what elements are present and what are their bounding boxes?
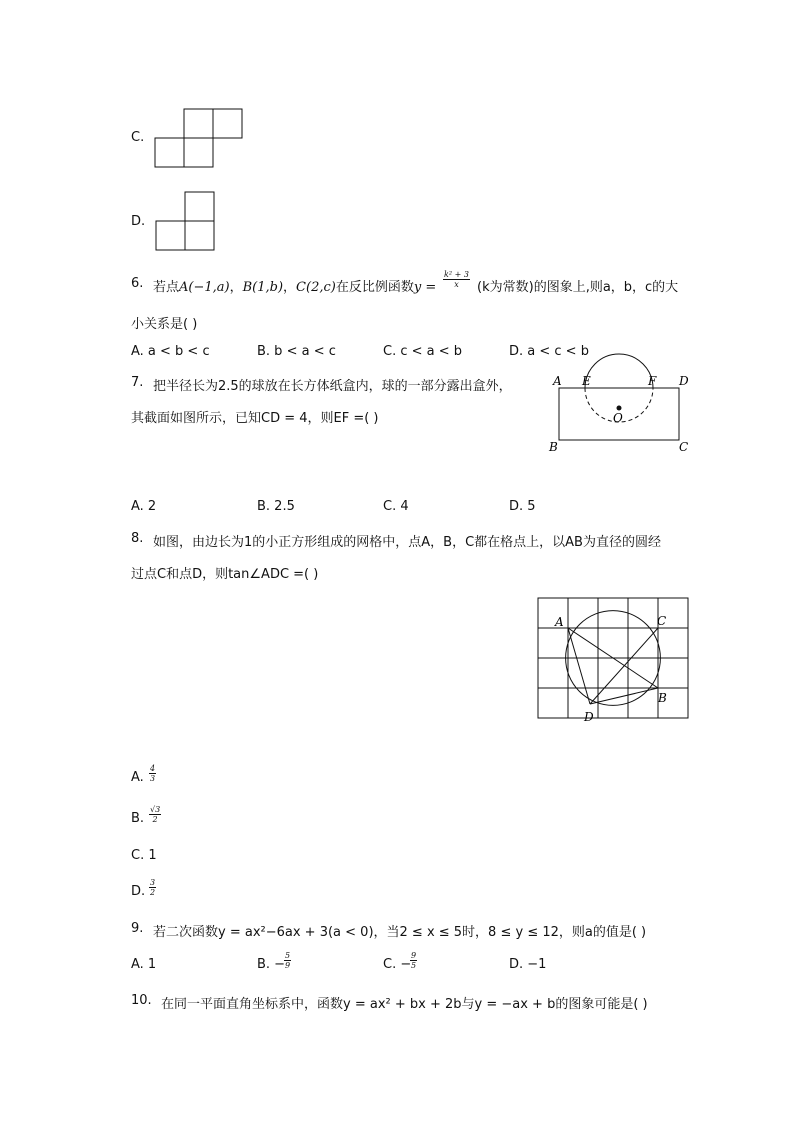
q5-option-c-label: C.	[131, 130, 145, 145]
q6-line1	[153, 276, 436, 295]
q6-text-a: 若点	[153, 280, 180, 295]
q7-option-a: A. 2	[131, 499, 157, 514]
q6-fn-lhs: y =	[413, 280, 437, 295]
q10-number: 10.	[131, 993, 152, 1008]
q6-text-c: 的图象上,则a，b，c的大	[533, 280, 679, 295]
q8-option-d-den: 2	[150, 888, 156, 897]
q6-sep1: ，	[229, 280, 243, 295]
q8-option-b-num: √3	[150, 805, 161, 814]
q7-option-b: B. 2.5	[257, 499, 295, 514]
q9-option-c-num: 9	[411, 951, 417, 960]
q9-option-b-label: B. −	[257, 957, 286, 972]
q6-option-d: D. a < c < b	[509, 344, 589, 359]
q6-option-b: B. b < a < c	[257, 344, 336, 359]
q8-label-b: B	[658, 691, 667, 705]
q8-line2: 过点C和点D，则tan∠ADC =( )	[131, 567, 319, 582]
q8-option-d-fraction	[149, 878, 156, 898]
q6-sep2: ，	[283, 280, 297, 295]
q9-option-b-den: 9	[285, 961, 291, 970]
q7-line2: 其截面如图所示，已知CD = 4，则EF =( )	[131, 411, 379, 426]
q6-fraction	[443, 270, 470, 290]
q5-option-d-figure	[156, 192, 216, 252]
q9-number: 9.	[131, 921, 144, 936]
q8-option-b-den: 2	[152, 815, 158, 824]
q8-label-a: A	[555, 615, 564, 629]
q6-option-a: A. a < b < c	[131, 344, 210, 359]
q9-option-c-fraction	[410, 951, 417, 971]
q8-label-d: D	[584, 710, 594, 724]
q8-option-d-label: D.	[131, 884, 146, 899]
q6-line1-tail	[477, 276, 678, 295]
q8-label-c: C	[657, 614, 667, 628]
q9-line1: 若二次函数y = ax²−6ax + 3(a < 0)，当2 ≤ x ≤ 5时，8 ≤ y ≤ 12，则a的值是( )	[153, 925, 647, 940]
q8-option-a-den: 3	[150, 774, 156, 783]
q6-point-b: B(1,b)	[242, 280, 284, 295]
q8-figure	[530, 592, 695, 727]
q6-fraction-numerator: k² + 3	[444, 270, 469, 279]
q7-option-d: D. 5	[509, 499, 536, 514]
q7-option-c: C. 4	[383, 499, 409, 514]
q7-arc-top	[585, 354, 653, 388]
q8-option-c: C. 1	[131, 848, 157, 863]
q6-line2: 小关系是( )	[131, 317, 198, 332]
q10-line1: 在同一平面直角坐标系中，函数y = ax² + bx + 2b与y = −ax + b的图象可能是( )	[161, 997, 648, 1012]
q7-center-dot	[617, 406, 622, 411]
q8-lines	[568, 628, 658, 704]
q9-option-c-label: C. −	[383, 957, 412, 972]
q6-number: 6.	[131, 276, 144, 291]
q7-figure	[545, 372, 695, 457]
q8-number: 8.	[131, 531, 144, 546]
q8-option-b-fraction	[149, 805, 161, 825]
q9-option-d: D. −1	[509, 957, 547, 972]
q7-label-d: D	[679, 374, 689, 388]
q9-option-c-den: 5	[411, 961, 417, 970]
q7-label-o: O	[613, 411, 623, 425]
q7-label-a: A	[553, 374, 562, 388]
q7-number: 7.	[131, 375, 144, 390]
q7-line1: 把半径长为2.5的球放在长方体纸盒内，球的一部分露出盒外，	[153, 379, 512, 394]
q9-option-b-fraction	[284, 951, 291, 971]
q8-option-a-fraction	[149, 764, 156, 784]
q8-option-a-label: A.	[131, 770, 144, 785]
q8-option-a-num: 4	[150, 764, 156, 773]
q6-point-a: A(−1,a)	[179, 280, 230, 295]
q5-option-c-figure	[155, 109, 245, 169]
q8-option-d-num: 3	[150, 878, 156, 887]
q6-text-b: 在反比例函数	[335, 280, 414, 295]
q8-option-b-label: B.	[131, 811, 145, 826]
q7-label-c: C	[679, 440, 689, 454]
q7-label-e: E	[582, 374, 591, 388]
q5-option-d-label: D.	[131, 214, 146, 229]
q8-line1: 如图，由边长为1的小正方形组成的网格中，点A，B，C都在格点上，以AB为直径的圆经	[153, 535, 661, 550]
q7-label-b: B	[549, 440, 558, 454]
q6-option-c: C. c < a < b	[383, 344, 463, 359]
q7-label-f: F	[648, 374, 657, 388]
q6-fn-note: (k为常数)	[477, 280, 534, 295]
q6-fraction-denominator: x	[454, 280, 459, 289]
q9-option-b-num: 5	[285, 951, 291, 960]
q6-point-c: C(2,c)	[296, 280, 336, 295]
q9-option-a: A. 1	[131, 957, 157, 972]
